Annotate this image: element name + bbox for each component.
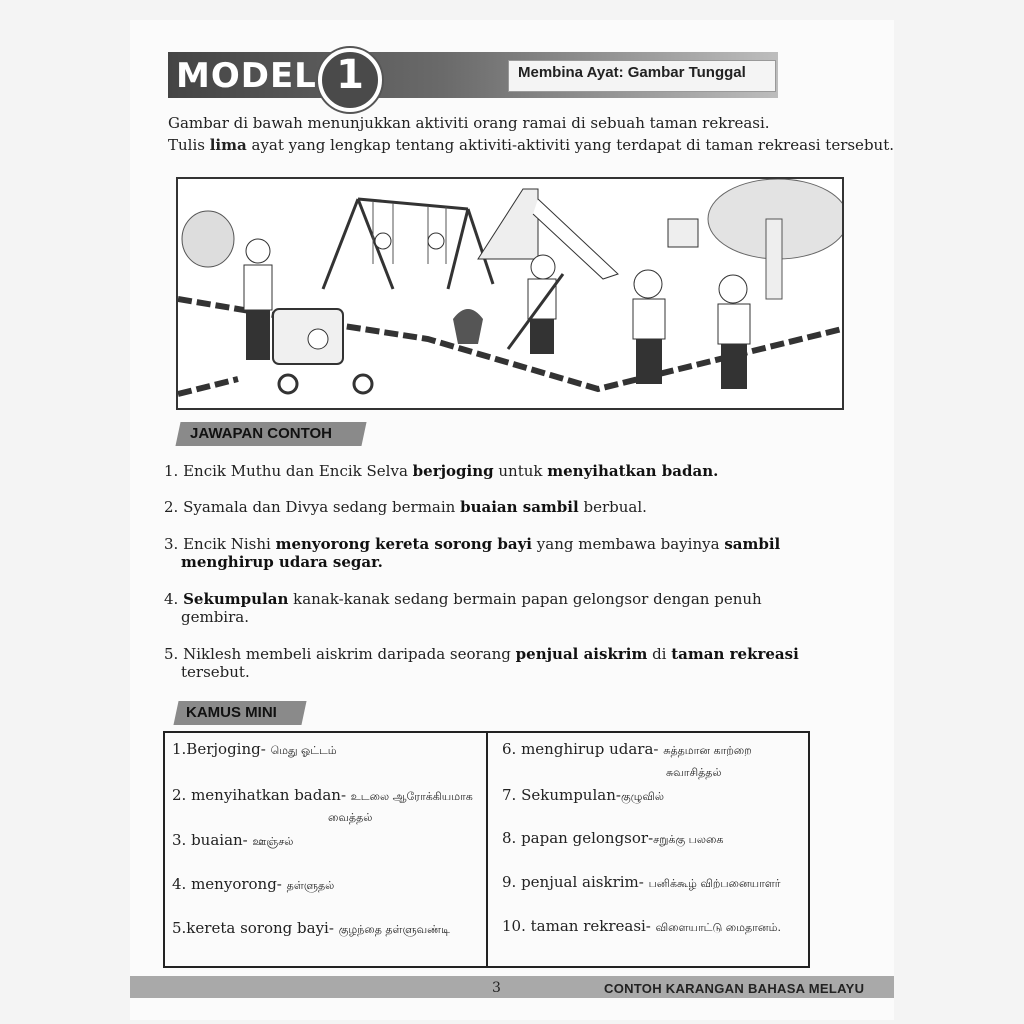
answer-1: 1. Encik Muthu dan Encik Selva berjoging untuk menyihatkan badan. (164, 462, 719, 480)
park-illustration (176, 177, 844, 410)
dict-entry-5: 5.kereta sorong bayi- குழந்தை தள்ளுவண்டி (172, 919, 450, 937)
answer-5-cont: tersebut. (181, 663, 250, 681)
dict-entry-3: 3. buaian- ஊஞ்சல் (172, 831, 294, 849)
dictionary-section-title: KAMUS MINI (186, 704, 277, 721)
dict-entry-9: 9. penjual aiskrim- பனிக்கூழ் விற்பனையாளர் (502, 873, 781, 891)
answer-3-cont: menghirup udara segar. (181, 553, 383, 571)
dict-entry-8: 8. papan gelongsor-சறுக்கு பலகை (502, 829, 724, 847)
intro-line-1: Gambar di bawah menunjukkan aktiviti orang ramai di sebuah taman rekreasi. (168, 114, 770, 132)
answer-4: 4. Sekumpulan kanak-kanak sedang bermain papan gelongsor dengan penuh (164, 590, 762, 608)
answer-3: 3. Encik Nishi menyorong kereta sorong bayi yang membawa bayinya sambil (164, 535, 781, 553)
dict-entry-7: 7. Sekumpulan-குழுவில் (502, 786, 665, 804)
dict-entry-4: 4. menyorong- தள்ளுதல் (172, 875, 335, 893)
dictionary-divider (486, 731, 488, 968)
answer-2: 2. Syamala dan Divya sedang bermain buaian sambil berbual. (164, 498, 647, 516)
dict-entry-10: 10. taman rekreasi- விளையாட்டு மைதானம். (502, 917, 781, 935)
dict-entry-1: 1.Berjoging- மெது ஓட்டம் (172, 740, 337, 758)
dict-entry-6-cont: சுவாசித்தல் (666, 766, 722, 779)
subtitle: Membina Ayat: Gambar Tunggal (518, 64, 746, 81)
answer-4-cont: gembira. (181, 608, 249, 626)
answer-5: 5. Niklesh membeli aiskrim daripada seorang penjual aiskrim di taman rekreasi (164, 645, 799, 663)
dict-entry-6: 6. menghirup udara- சுத்தமான காற்றை (502, 740, 752, 758)
dict-entry-2-cont: வைத்தல் (328, 811, 373, 824)
model-label: MODEL (176, 56, 317, 96)
answers-section-title: JAWAPAN CONTOH (190, 425, 332, 442)
intro-line-2: Tulis lima ayat yang lengkap tentang aktiviti-aktiviti yang terdapat di taman rekreasi tersebut. (168, 136, 894, 154)
dict-entry-2: 2. menyihatkan badan- உடலை ஆரோக்கியமாக (172, 786, 473, 804)
park-scene-icon (178, 179, 842, 408)
page-number: 3 (492, 980, 501, 996)
model-number: 1 (336, 52, 364, 98)
book-title: CONTOH KARANGAN BAHASA MELAYU (604, 981, 865, 996)
